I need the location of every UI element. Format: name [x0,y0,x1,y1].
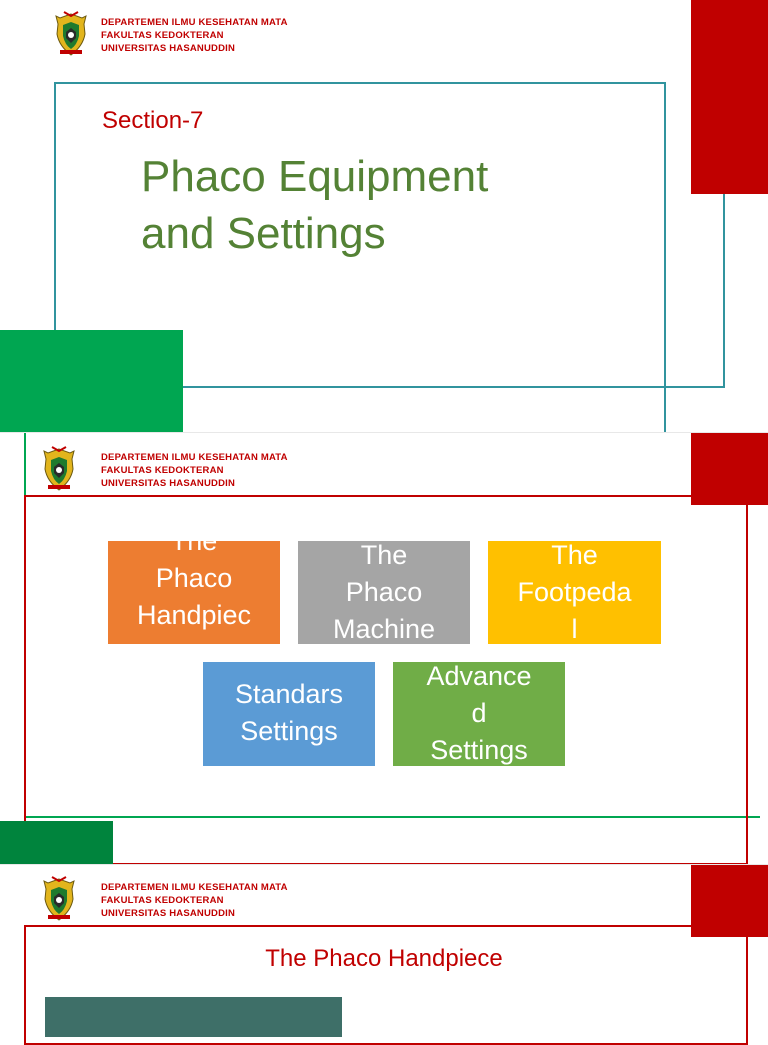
faculty-name: FAKULTAS KEDOKTERAN [101,895,224,906]
tile-text: Handpiec [136,600,252,630]
tile-text: Settings [430,735,528,765]
tile-advanced-settings [393,662,565,766]
tile-text: The [551,540,598,570]
slide-title [0,0,768,433]
green-accent-bar [0,821,113,865]
faculty-name: FAKULTAS KEDOKTERAN [101,30,224,41]
tile-text: Phaco [345,577,423,607]
slide-subtitle: The Phaco Handpiece [265,945,503,972]
tile-text: Phaco [155,563,233,593]
green-accent-bar [0,330,183,433]
university-name: UNIVERSITAS HASANUDDIN [101,908,236,919]
slide-handpiece [0,865,768,1024]
slide-title-text [141,148,601,262]
tile-phaco-handpiece [108,526,280,667]
tile-text: Machine [332,614,436,644]
faculty-name: FAKULTAS KEDOKTERAN [101,465,224,476]
tile-text: d [471,698,487,728]
tile-text: Advance [426,661,532,691]
university-crest-logo [52,10,90,58]
red-accent-bar [691,433,768,505]
red-accent-bar [691,0,768,194]
section-label: Section-7 [102,107,204,134]
tile-text: Standars [234,679,344,709]
tile-text: The [360,540,408,570]
title-line-2: and Settings [141,209,386,258]
department-name: DEPARTEMEN ILMU KESEHATAN MATA [101,452,288,463]
handpiece-photo [45,997,342,1037]
tile-text: l [571,614,578,644]
tile-standard-settings [203,662,375,766]
red-accent-bar [691,865,768,937]
tile-phaco-machine [298,541,470,644]
tile-text: The [170,526,218,556]
university-name: UNIVERSITAS HASANUDDIN [101,43,236,54]
department-name: DEPARTEMEN ILMU KESEHATAN MATA [101,17,288,28]
tile-text: Footpeda [517,577,632,607]
department-name: DEPARTEMEN ILMU KESEHATAN MATA [101,882,288,893]
slide-outline [0,433,768,865]
university-crest-logo [40,875,78,923]
title-line-1: Phaco Equipment [141,152,489,201]
university-name: UNIVERSITAS HASANUDDIN [101,478,236,489]
tile-text: Settings [240,716,338,746]
tile-footpedal [488,541,661,644]
tile-text: e [186,637,202,667]
university-crest-logo [40,445,78,493]
